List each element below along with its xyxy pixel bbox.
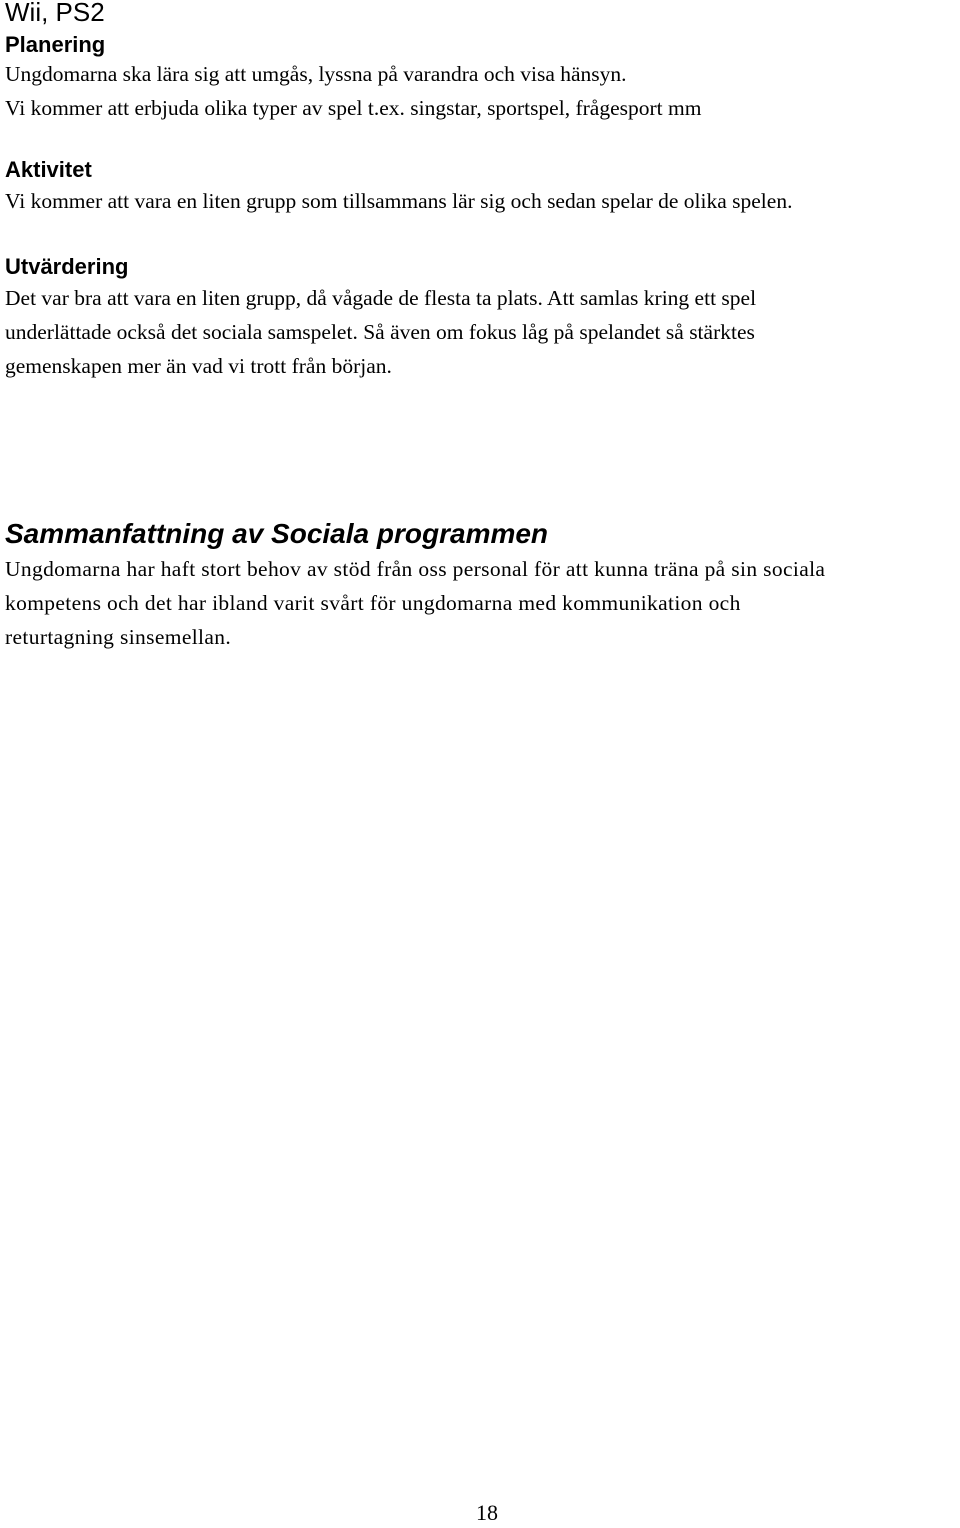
planering-line-1: Ungdomarna ska lära sig att umgås, lyssna på varandra och visa hänsyn. [5,62,627,86]
utvardering-line-1: Det var bra att vara en liten grupp, då vågade de flesta ta plats. Att samlas kring ett spel [5,286,757,310]
utvardering-line-3: gemenskapen mer än vad vi trott från början. [5,354,392,378]
sammanfattning-line-2: kompetens och det har ibland varit svårt för ungdomarna med kommunikation och [5,591,741,615]
sammanfattning-line-1: Ungdomarna har haft stort behov av stöd från oss personal för att kunna träna på sin sociala [5,557,826,581]
planering-line-2: Vi kommer att erbjuda olika typer av spel t.ex. singstar, sportspel, frågesport mm [5,96,702,120]
sammanfattning-line-3: returtagning sinsemellan. [5,625,232,649]
heading-sammanfattning: Sammanfattning av Sociala programmen [5,518,549,549]
document-title: Wii, PS2 [5,0,105,27]
aktivitet-line-1: Vi kommer att vara en liten grupp som tillsammans lär sig och sedan spelar de olika spelen. [5,189,793,213]
heading-utvardering: Utvärdering [5,254,129,279]
heading-planering: Planering [5,32,106,57]
heading-aktivitet: Aktivitet [5,157,92,182]
page-number: 18 [476,1500,498,1525]
utvardering-line-2: underlättade också det sociala samspelet. Så även om fokus låg på spelandet så stärktes [5,320,755,344]
